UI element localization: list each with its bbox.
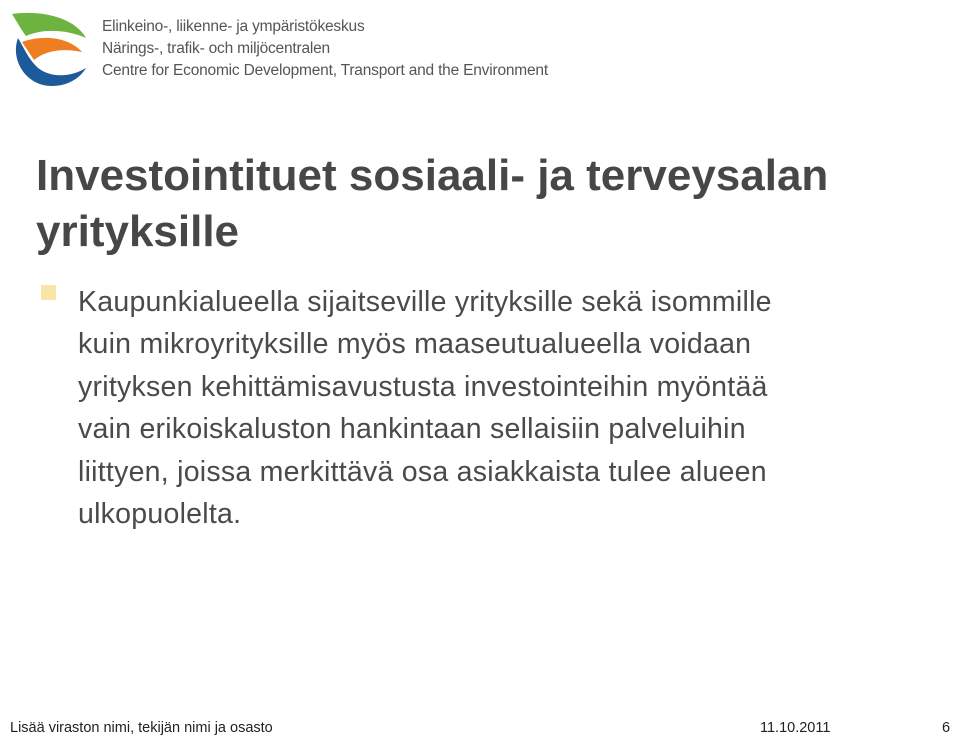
bullet-line: liittyen, joissa merkittävä osa asiakkaista tulee alueen [78, 455, 767, 488]
bullet-line: Kaupunkialueella sijaitseville yrityksille sekä isommille [78, 286, 772, 318]
bullet-list [38, 281, 938, 535]
org-name-swedish: Närings-, trafik- och miljöcentralen [102, 40, 330, 57]
square-bullet-icon [41, 285, 56, 300]
footer-author-text: Lisää viraston nimi, tekijän nimi ja osasto [10, 720, 273, 736]
bullet-item [38, 281, 938, 535]
logo-orange-swoosh [22, 38, 82, 60]
ely-centre-logo-icon [8, 8, 90, 88]
bullet-line: kuin mikroyrityksille myös maaseutualueella voidaan [78, 328, 752, 361]
bullet-text [78, 281, 938, 535]
page-number: 6 [942, 720, 951, 736]
slide-footer [0, 718, 960, 740]
slide-title-line: yrityksille [36, 207, 240, 256]
organization-names [102, 16, 548, 82]
logo-green-leaf [12, 13, 86, 38]
bullet-line: vain erikoiskaluston hankintaan sellaisiin palveluihin [78, 413, 746, 446]
bullet-line: ulkopuolelta. [78, 498, 242, 531]
org-name-english: Centre for Economic Development, Transport and the Environment [102, 62, 548, 79]
org-name-finnish: Elinkeino-, liikenne- ja ympäristökeskus [102, 18, 365, 35]
slide-title-line: Investointituet sosiaali- ja terveysalan [36, 151, 829, 200]
slide-header [8, 8, 608, 88]
bullet-line: yrityksen kehittämisavustusta investointeihin myöntää [78, 370, 768, 403]
footer-date: 11.10.2011 [760, 720, 831, 736]
slide-title [36, 148, 936, 260]
